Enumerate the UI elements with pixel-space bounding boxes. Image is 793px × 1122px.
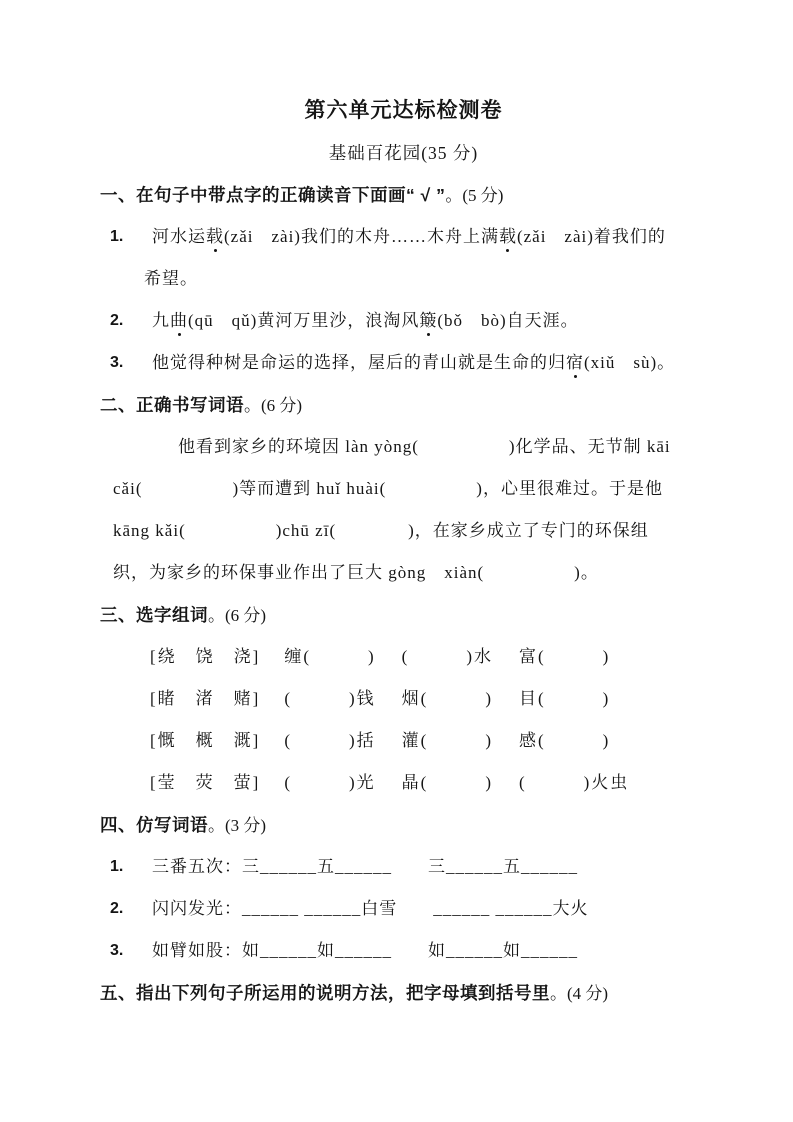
s3-row-1 <box>100 636 707 678</box>
fill-blank-word: 目( ) <box>518 689 611 708</box>
text-segment: (bǒ bò)自天涯。 <box>437 311 579 330</box>
fill-blank-word: 感( ) <box>518 731 611 750</box>
s4-item-3-text: 如臂如股：如______如______ 如______如______ <box>152 941 578 960</box>
section-2-score: 。(6 分) <box>244 396 303 415</box>
s1-item-2-text <box>152 300 579 342</box>
s4-item-1-number: 1. <box>110 858 124 875</box>
fill-blank-word: ( )火虫 <box>518 773 630 792</box>
section-1-header <box>100 174 707 216</box>
s1-item-3-number: 3. <box>110 354 124 371</box>
s1-item-1 <box>100 216 707 258</box>
s1-item-3 <box>100 342 707 384</box>
fill-blank-word: ( )括 <box>284 731 376 750</box>
s1-item-2 <box>100 300 707 342</box>
fill-blank-word: ( )光 <box>284 773 376 792</box>
section-3-header-text: 三、选字组词 <box>100 605 208 625</box>
section-1-score: 。(5 分) <box>445 186 504 205</box>
s3-row-3 <box>100 720 707 762</box>
paper-title: 第六单元达标检测卷 <box>304 99 503 122</box>
dotted-char: 载 <box>206 227 224 246</box>
s2-paragraph-line-1: 他看到家乡的环境因 làn yòng( )化学品、无节制 kāi <box>178 437 671 456</box>
s4-item-2-text: 闪闪发光：______ ______白雪 ______ ______大火 <box>152 899 589 918</box>
section-4-header <box>100 804 707 846</box>
s1-item-1-number: 1. <box>110 228 124 245</box>
dotted-char: 簸 <box>419 311 438 330</box>
text-segment: 九 <box>152 311 170 330</box>
s3-row-2 <box>100 678 707 720</box>
s3-row-4 <box>100 762 707 804</box>
s1-item-3-text <box>152 342 675 384</box>
text-segment: (zǎi zài)着我们的 <box>516 227 666 246</box>
s2-paragraph-line-2: cǎi( )等而遭到 huǐ huài( )，心里很难过。于是他 <box>113 479 663 498</box>
text-segment: (zǎi zài)我们的木舟……木舟上满 <box>224 227 499 246</box>
paper-subtitle: 基础百花园(35 分) <box>328 143 479 163</box>
fill-blank-word: 晶( ) <box>401 773 493 792</box>
fill-blank-word: ( )水 <box>401 647 493 666</box>
s4-item-2-number: 2. <box>110 900 124 917</box>
character-choices: [绕 饶 浇] <box>150 647 261 666</box>
fill-blank-word: ( )钱 <box>284 689 376 708</box>
s2-paragraph-line-3: kāng kǎi( )chū zī( )，在家乡成立了专门的环保组 <box>113 521 649 540</box>
section-4-header-text: 四、仿写词语 <box>100 815 208 835</box>
text-segment: (xiǔ sù)。 <box>584 353 676 372</box>
character-choices: [慨 概 溉] <box>150 731 261 750</box>
s4-item-3-number: 3. <box>110 942 124 959</box>
section-3-header <box>100 594 707 636</box>
s4-item-2 <box>100 888 707 930</box>
section-5-header-text: 五、指出下列句子所运用的说明方法，把字母填到括号里 <box>100 983 550 1003</box>
section-5-score: 。(4 分) <box>550 984 609 1003</box>
s2-paragraph-line-4: 织，为家乡的环保事业作出了巨大 gòng xiàn( )。 <box>113 563 599 582</box>
dotted-char: 曲 <box>170 311 188 330</box>
dotted-char: 载 <box>498 227 517 246</box>
section-2-header-text: 二、正确书写词语 <box>100 395 244 415</box>
fill-blank-word: 灌( ) <box>401 731 493 750</box>
section-5-header <box>100 972 707 1014</box>
s4-item-3 <box>100 930 707 972</box>
fill-blank-word: 富( ) <box>518 647 611 666</box>
fill-blank-word: 缠( ) <box>284 647 376 666</box>
s1-item-1-continuation: 希望。 <box>144 269 198 288</box>
character-choices: [莹 荧 萤] <box>150 773 261 792</box>
character-choices: [睹 渚 赌] <box>150 689 261 708</box>
s4-item-1 <box>100 846 707 888</box>
text-segment: 他觉得种树是命运的选择，屋后的青山就是生命的归 <box>152 353 566 372</box>
s1-item-1-text <box>152 216 666 258</box>
s1-item-2-number: 2. <box>110 312 124 329</box>
section-3-score: 。(6 分) <box>208 606 267 625</box>
fill-blank-word: 烟( ) <box>401 689 493 708</box>
text-segment: (qū qǔ)黄河万里沙，浪淘风 <box>188 311 420 330</box>
dotted-char: 宿 <box>566 353 584 372</box>
section-4-score: 。(3 分) <box>208 816 267 835</box>
section-2-header <box>100 384 707 426</box>
s4-item-1-text: 三番五次：三______五______ 三______五______ <box>152 857 578 876</box>
text-segment: 河水运 <box>152 227 206 246</box>
section-1-header-text: 一、在句子中带点字的正确读音下面画“ √ ” <box>100 185 446 205</box>
